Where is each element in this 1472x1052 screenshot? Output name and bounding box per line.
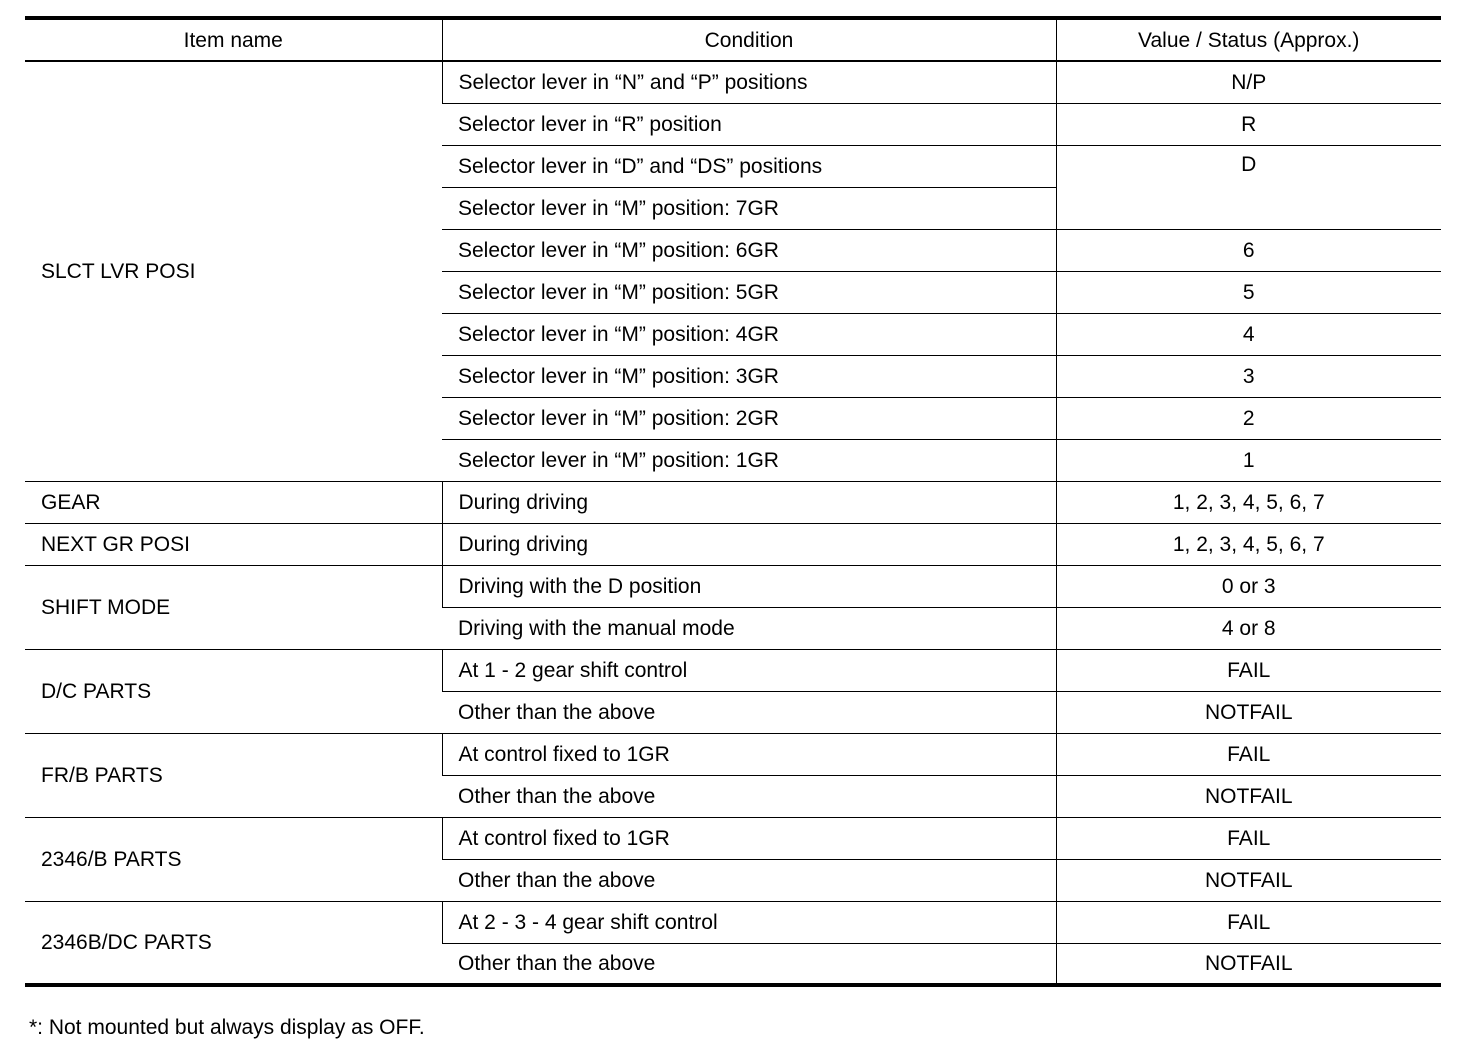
condition-cell: Selector lever in “M” position: 3GR — [442, 355, 1056, 397]
condition-cell: Selector lever in “M” position: 6GR — [442, 229, 1056, 271]
condition-cell: During driving — [442, 481, 1056, 523]
table-row — [25, 733, 1441, 775]
condition-cell: Selector lever in “M” position: 4GR — [442, 313, 1056, 355]
condition-cell: Other than the above — [442, 775, 1056, 817]
value-cell: 2 — [1056, 397, 1441, 439]
condition-cell: At 1 - 2 gear shift control — [442, 649, 1056, 691]
condition-cell: Other than the above — [442, 691, 1056, 733]
value-cell: 1, 2, 3, 4, 5, 6, 7 — [1056, 481, 1441, 523]
condition-cell: Selector lever in “D” and “DS” positions — [442, 145, 1056, 187]
header-row — [25, 18, 1441, 61]
value-cell: 6 — [1056, 229, 1441, 271]
condition-cell: Selector lever in “M” position: 1GR — [442, 439, 1056, 481]
condition-cell: Selector lever in “M” position: 7GR — [442, 187, 1056, 229]
value-cell: 1 — [1056, 439, 1441, 481]
value-cell: FAIL — [1056, 817, 1441, 859]
item-name-cell: 2346/B PARTS — [25, 817, 442, 901]
value-cell: NOTFAIL — [1056, 691, 1441, 733]
condition-cell: Driving with the manual mode — [442, 607, 1056, 649]
header-condition: Condition — [442, 18, 1056, 61]
condition-cell: Selector lever in “R” position — [442, 103, 1056, 145]
item-name-cell: D/C PARTS — [25, 649, 442, 733]
value-cell: NOTFAIL — [1056, 859, 1441, 901]
table-row — [25, 61, 1441, 103]
condition-cell: Selector lever in “M” position: 2GR — [442, 397, 1056, 439]
item-name-cell: SLCT LVR POSI — [25, 61, 442, 481]
value-cell: NOTFAIL — [1056, 943, 1441, 985]
condition-cell: At control fixed to 1GR — [442, 817, 1056, 859]
table-row — [25, 481, 1441, 523]
condition-cell: Other than the above — [442, 943, 1056, 985]
table-row — [25, 817, 1441, 859]
spec-table — [25, 16, 1441, 987]
item-name-cell: GEAR — [25, 481, 442, 523]
value-cell: 1, 2, 3, 4, 5, 6, 7 — [1056, 523, 1441, 565]
value-cell: N/P — [1056, 61, 1441, 103]
condition-cell: Selector lever in “N” and “P” positions — [442, 61, 1056, 103]
value-cell: 4 — [1056, 313, 1441, 355]
value-cell: R — [1056, 103, 1441, 145]
condition-cell: Driving with the D position — [442, 565, 1056, 607]
value-cell: 3 — [1056, 355, 1441, 397]
table-row — [25, 565, 1441, 607]
condition-cell: At control fixed to 1GR — [442, 733, 1056, 775]
header-item-name: Item name — [25, 18, 442, 61]
item-name-cell: FR/B PARTS — [25, 733, 442, 817]
value-cell: 4 or 8 — [1056, 607, 1441, 649]
item-name-cell: 2346B/DC PARTS — [25, 901, 442, 985]
table-row — [25, 649, 1441, 691]
value-cell: FAIL — [1056, 733, 1441, 775]
value-cell: 0 or 3 — [1056, 565, 1441, 607]
value-cell: FAIL — [1056, 649, 1441, 691]
item-name-cell: SHIFT MODE — [25, 565, 442, 649]
value-cell: FAIL — [1056, 901, 1441, 943]
table-row — [25, 523, 1441, 565]
header-value-status: Value / Status (Approx.) — [1056, 18, 1441, 61]
value-cell: D — [1056, 145, 1441, 229]
value-cell: NOTFAIL — [1056, 775, 1441, 817]
item-name-cell: NEXT GR POSI — [25, 523, 442, 565]
value-cell: 5 — [1056, 271, 1441, 313]
condition-cell: During driving — [442, 523, 1056, 565]
condition-cell: Other than the above — [442, 859, 1056, 901]
condition-cell: At 2 - 3 - 4 gear shift control — [442, 901, 1056, 943]
table-row — [25, 901, 1441, 943]
footnote: *: Not mounted but always display as OFF. — [29, 1016, 425, 1039]
condition-cell: Selector lever in “M” position: 5GR — [442, 271, 1056, 313]
